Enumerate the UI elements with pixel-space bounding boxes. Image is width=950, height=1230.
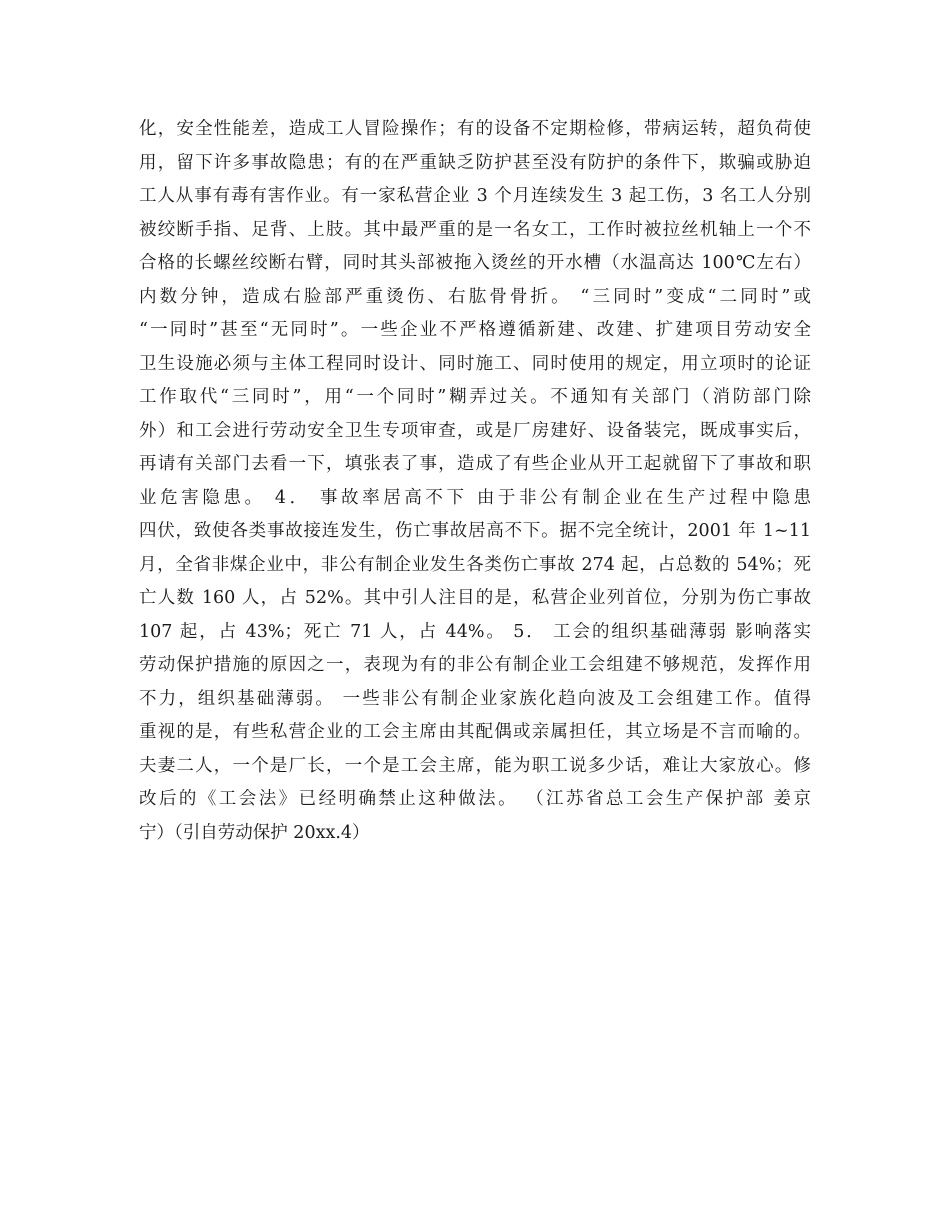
text-line: 107 起，占 43%；死亡 71 人，占 44%。 5． 工会的组织基础薄弱 影响落实 bbox=[139, 621, 811, 642]
text-line: 化，安全性能差，造成工人冒险操作；有的设备不定期检修，带病运转，超负荷使 bbox=[139, 119, 811, 139]
text-line: 工人从事有毒有害作业。有一家私营企业 3 个月连续发生 3 起工伤，3 名工人分别 bbox=[139, 186, 811, 206]
text-line: “一同时”甚至“无同时”。一些企业不严格遵循新建、改建、扩建项目劳动安全 bbox=[139, 320, 811, 340]
text-line: 劳动保护措施的原因之一，表现为有的非公有制企业工会组建不够规范，发挥作用 bbox=[139, 655, 811, 675]
text-line-last: 宁）（引自劳动保护 20xx.4） bbox=[139, 822, 370, 843]
text-line: 夫妻二人，一个是厂长，一个是工会主席，能为职工说多少话，难让大家放心。修 bbox=[139, 755, 811, 776]
body-text bbox=[139, 113, 811, 850]
text-line: 用，留下许多事故隐患；有的在严重缺乏防护甚至没有防护的条件下，欺骗或胁迫 bbox=[139, 152, 811, 173]
text-line: 被绞断手指、足背、上肢。其中最严重的是一名女工，工作时被拉丝机轴上一个不 bbox=[139, 219, 811, 240]
text-line: 再请有关部门去看一下，填张表了事，造成了有些企业从开工起就留下了事故和职 bbox=[139, 454, 811, 474]
text-line: 改后的《工会法》已经明确禁止这种做法。 （江苏省总工会生产保护部 姜京 bbox=[139, 789, 811, 809]
text-line: 四伏，致使各类事故接连发生，伤亡事故居高不下。据不完全统计，2001 年 1~11 bbox=[139, 521, 811, 541]
text-line: 月，全省非煤企业中，非公有制企业发生各类伤亡事故 274 起，占总数的 54%；死 bbox=[139, 554, 811, 575]
text-line: 业危害隐患。 4． 事故率居高不下 由于非公有制企业在生产过程中隐患 bbox=[139, 487, 811, 508]
text-line: 亡人数 160 人，占 52%。其中引人注目的是，私营企业列首位，分别为伤亡事故 bbox=[139, 588, 811, 608]
text-line: 不力，组织基础薄弱。 一些非公有制企业家族化趋向波及工会组建工作。值得 bbox=[139, 688, 811, 709]
text-line: 卫生设施必须与主体工程同时设计、同时施工、同时使用的规定，用立项时的论证 bbox=[139, 353, 811, 374]
text-line: 合格的长螺丝绞断右臂，同时其头部被拖入烫丝的开水槽（水温高达 100℃左右） bbox=[139, 253, 811, 273]
text-line: 重视的是，有些私营企业的工会主席由其配偶或亲属担任，其立场是不言而喻的。 bbox=[139, 722, 811, 742]
text-line: 工作取代“三同时”，用“一个同时”糊弄过关。不通知有关部门（消防部门除 bbox=[139, 387, 811, 407]
text-line: 内数分钟，造成右脸部严重烫伤、右肱骨骨折。 “三同时”变成“二同时”或 bbox=[139, 286, 811, 307]
text-line: 外）和工会进行劳动安全卫生专项审查，或是厂房建好、设备装完，既成事实后， bbox=[139, 420, 811, 441]
